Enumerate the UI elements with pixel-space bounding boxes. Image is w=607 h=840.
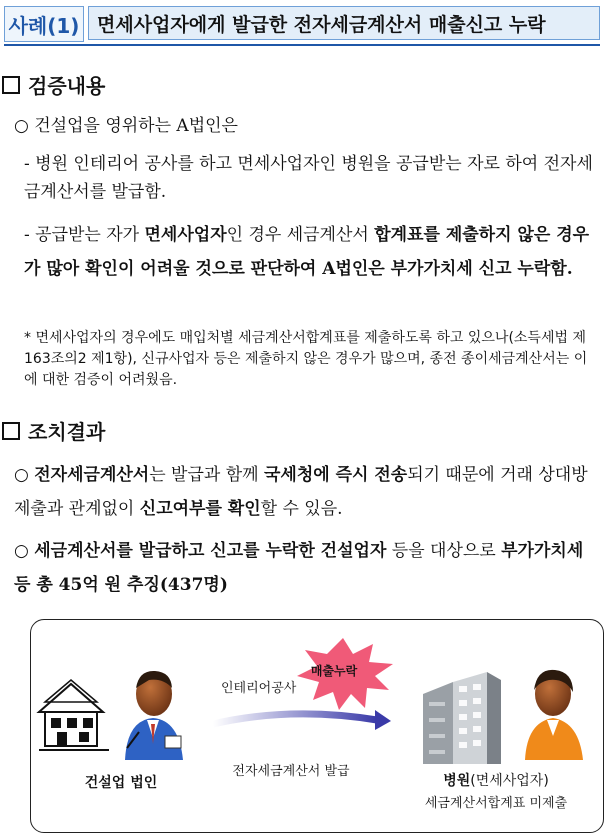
bold-run: 면세사업자 bbox=[144, 225, 227, 245]
arrow-top-label: 인테리어공사 bbox=[221, 681, 297, 696]
arrow-bottom-label: 전자세금계산서 발급 bbox=[232, 764, 350, 779]
bold-run: 세금계산서를 발급하고 신고를 누락한 건설업자 bbox=[34, 541, 387, 561]
businessman-icon bbox=[125, 671, 183, 760]
header bbox=[0, 0, 607, 46]
right-entity-sublabel: 세금계산서합계표 미제출 bbox=[424, 796, 568, 811]
header-divider bbox=[4, 44, 600, 46]
circle-bullet: ○ bbox=[14, 465, 29, 485]
footnote: * 면세사업자의 경우에도 매입처별 세금계산서합계표를 제출하도록 하고 있으나(소득세법 제163조의2 제1항), 신규사업자 등은 제출하지 않은 경우가 많으며, 종전 종이세금계산서는 이에 대한 검증이 어려웠음. bbox=[24, 330, 588, 388]
person-icon bbox=[525, 670, 583, 760]
case-tag: 사례(1) bbox=[4, 6, 84, 42]
diagram-panel bbox=[30, 619, 604, 833]
burst-label: 매출누락 bbox=[310, 664, 358, 678]
list-item-text: - 병원 인테리어 공사를 하고 면세사업자인 병원을 공급받는 자로 하여 전자세금계산서를 발급함. bbox=[24, 154, 593, 202]
text-run: 등을 대상으로 bbox=[386, 541, 502, 561]
text-run: 는 발급과 함께 bbox=[149, 465, 264, 485]
list-item bbox=[24, 218, 596, 286]
text-run: 인 경우 세금계산서 bbox=[226, 225, 375, 245]
list-item bbox=[24, 150, 596, 206]
section-title: 조치결과 bbox=[28, 420, 106, 444]
text-run: 할 수 있음. bbox=[260, 499, 343, 519]
left-entity-label: 건설업 법인 bbox=[84, 775, 158, 791]
list-item bbox=[14, 458, 602, 526]
intro-line: ○ 건설업을 영위하는 A법인은 bbox=[14, 116, 238, 136]
bold-run: 국세청에 즉시 전송 bbox=[263, 465, 408, 485]
dash-marker: - bbox=[24, 225, 30, 245]
text-run: 되기 때문에 거래 상대방 제출과 관계없이 bbox=[14, 465, 588, 519]
hospital-building-icon bbox=[423, 672, 501, 764]
arrow-icon bbox=[213, 710, 391, 730]
right-entity-type: (면세사업자) bbox=[470, 773, 549, 789]
right-entity-label bbox=[401, 770, 591, 790]
section-heading-verification bbox=[2, 70, 105, 99]
bold-run: 합계표를 제출하지 않은 경우가 많아 확인이 어려울 것으로 판단하여 A법인은 부가가치세 신고 누락함. bbox=[24, 225, 590, 279]
house-icon bbox=[39, 680, 109, 750]
circle-bullet: ○ bbox=[14, 541, 29, 561]
bold-run: 전자세금계산서 bbox=[34, 465, 150, 485]
bold-run: 부가가치세 등 총 45억 원 추징(437명) bbox=[14, 541, 584, 595]
section-title: 검증내용 bbox=[28, 74, 106, 98]
right-entity-name: 병원 bbox=[443, 773, 471, 789]
square-bullet-icon bbox=[2, 422, 20, 440]
section-heading-result bbox=[2, 416, 105, 445]
page-title: 면세사업자에게 발급한 전자세금계산서 매출신고 누락 bbox=[88, 6, 600, 40]
list-item bbox=[14, 534, 602, 602]
text-run: 공급받는 자가 bbox=[35, 225, 145, 245]
square-bullet-icon bbox=[2, 76, 20, 94]
bold-run: 신고여부를 확인 bbox=[139, 499, 261, 519]
